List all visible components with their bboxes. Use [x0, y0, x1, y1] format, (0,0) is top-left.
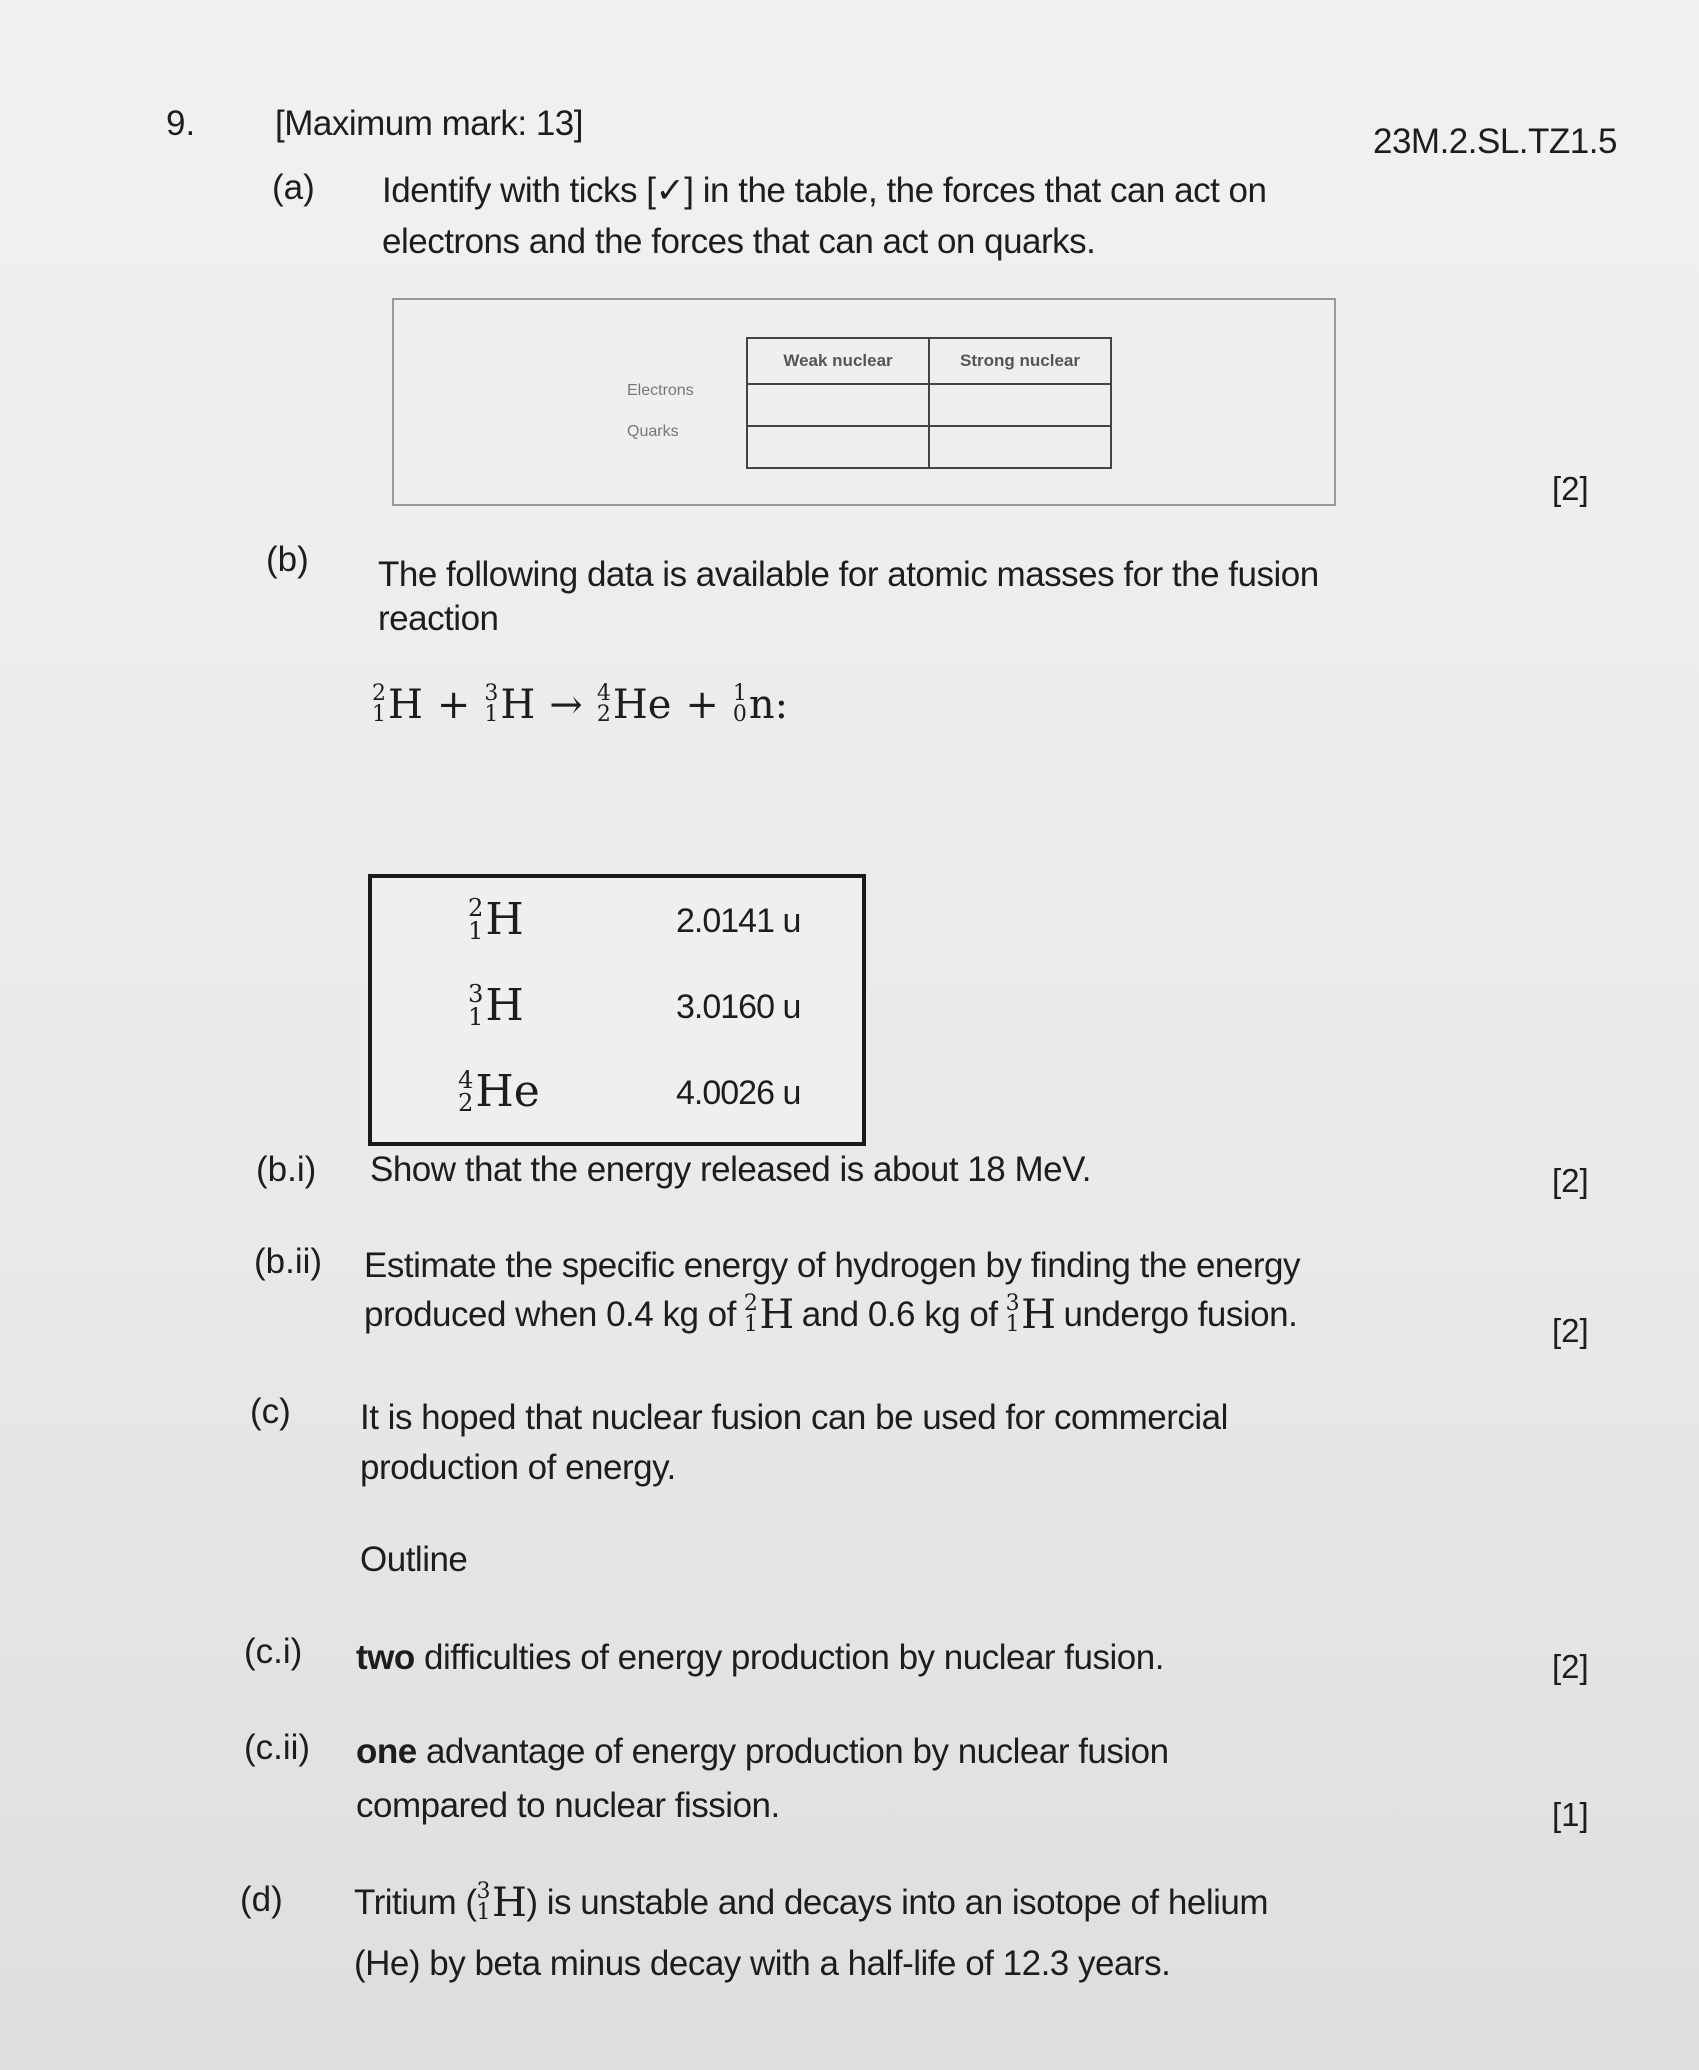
part-cii-mark: [1]	[1552, 1796, 1589, 1833]
header-strong-nuclear: Strong nuclear	[929, 338, 1111, 384]
part-d-label: (d)	[240, 1880, 283, 1919]
part-bii-line2: produced when 0.4 kg of 2 1 H and 0.6 kg of 3 1 H undergo fusion.	[364, 1291, 1298, 1338]
part-bi-text: Show that the energy released is about 18 MeV.	[370, 1150, 1091, 1189]
cell-quarks-weak[interactable]	[747, 426, 929, 468]
part-a-mark: [2]	[1552, 470, 1589, 507]
part-a-line1: Identify with ticks [✓] in the table, the forces that can act on	[382, 171, 1267, 210]
row-label-electrons: Electrons	[627, 382, 694, 399]
equation-term-2: 3 1 H	[484, 681, 536, 728]
mass-row-tritium: 3 1 H 3.0160 u	[468, 979, 801, 1031]
outline-heading: Outline	[360, 1540, 468, 1579]
part-ci-mark: [2]	[1552, 1648, 1589, 1685]
part-c-line1: It is hoped that nuclear fusion can be used for commercial	[360, 1398, 1228, 1437]
force-table	[746, 337, 1112, 469]
equation-plus-1: +	[436, 682, 471, 728]
mass-value: 3.0160 u	[676, 988, 801, 1026]
cell-quarks-strong[interactable]	[929, 426, 1111, 468]
part-cii-label: (c.ii)	[244, 1728, 311, 1767]
question-code: 23M.2.SL.TZ1.5	[1373, 122, 1617, 161]
part-b-label: (b)	[266, 540, 309, 579]
part-ci-text: two difficulties of energy production by nuclear fusion.	[356, 1638, 1164, 1677]
equation-term-4: 1 0 n :	[732, 681, 789, 728]
equation-plus-2: +	[685, 682, 719, 728]
mass-value: 4.0026 u	[676, 1074, 801, 1112]
part-cii-line1: one advantage of energy production by nuclear fusion	[356, 1732, 1169, 1771]
isotope-h3: 3 1 H	[1005, 1291, 1056, 1338]
isotope-h2: 2 1 H	[743, 1291, 794, 1338]
part-bii-mark: [2]	[1552, 1312, 1589, 1349]
equation-term-1: 2 1 H	[372, 681, 423, 728]
row-label-quarks: Quarks	[627, 423, 679, 440]
part-b-line1: The following data is available for atomic masses for the fusion	[378, 555, 1319, 594]
part-d-line1: Tritium ( 3 1 H ) is unstable and decays into an isotope of helium	[354, 1879, 1268, 1926]
part-bi-label: (b.i)	[256, 1150, 317, 1189]
isotope-tritium: 3 1 H	[476, 1879, 527, 1926]
fusion-equation	[372, 682, 788, 728]
part-c-label: (c)	[250, 1392, 291, 1431]
part-ci-label: (c.i)	[244, 1632, 303, 1671]
part-bii-line1: Estimate the specific energy of hydrogen by finding the energy	[364, 1246, 1300, 1285]
mass-row-helium: 4 2 He 4.0026 u	[458, 1065, 801, 1117]
equation-term-3: 4 2 He	[596, 681, 672, 728]
header-weak-nuclear: Weak nuclear	[747, 338, 929, 384]
mass-row-deuterium: 2 1 H 2.0141 u	[468, 893, 801, 945]
cell-electrons-weak[interactable]	[747, 384, 929, 426]
question-number: 9.	[166, 104, 196, 143]
part-cii-line2: compared to nuclear fission.	[356, 1786, 780, 1825]
mass-value: 2.0141 u	[676, 902, 801, 940]
cell-electrons-strong[interactable]	[929, 384, 1111, 426]
part-bi-mark: [2]	[1552, 1162, 1589, 1199]
part-a-label: (a)	[272, 168, 315, 207]
part-d-line2: (He) by beta minus decay with a half-life of 12.3 years.	[354, 1944, 1171, 1983]
part-a-line2: electrons and the forces that can act on quarks.	[382, 222, 1096, 261]
part-c-line2: production of energy.	[360, 1448, 676, 1487]
part-b-line2: reaction	[378, 599, 499, 638]
part-bii-label: (b.ii)	[254, 1242, 323, 1281]
atomic-mass-table	[368, 874, 866, 1146]
equation-arrow: →	[549, 682, 583, 728]
max-mark: [Maximum mark: 13]	[275, 104, 583, 143]
